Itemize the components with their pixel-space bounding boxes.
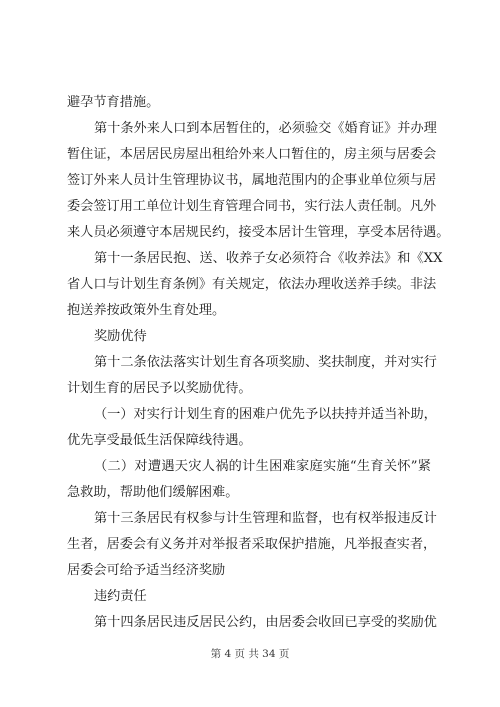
- page-number-footer: 第 4 页 共 34 页: [210, 648, 290, 660]
- text-line: 生者，居委会有义务并对举报者采取保护措施，凡举报查实者，: [67, 537, 437, 552]
- text-line: 暂住证，本居居民房屋出租给外来人口暂住的，房主须与居委会: [67, 147, 437, 162]
- text-line: 违约责任: [94, 589, 147, 604]
- document-body: [67, 90, 450, 636]
- text-line: （一）对实行计划生育的困难户优先予以扶持并适当补助，: [94, 407, 437, 422]
- text-line: 计划生育的居民予以奖励优待。: [67, 381, 252, 396]
- text-line: 第十四条居民违反居民公约，由居委会收回已享受的奖励优: [94, 615, 437, 630]
- text-line: 第十三条居民有权参与计生管理和监督，也有权举报违反计: [94, 511, 437, 526]
- text-line: 避孕节育措施。: [67, 95, 160, 110]
- text-line: 居委会可给予适当经济奖励: [67, 563, 226, 578]
- text-line: 来人员必须遵守本居规民约，接受本居计生管理，享受本居待遇。: [67, 225, 450, 240]
- text-line: 第十一条居民抱、送、收养子女必须符合《收养法》和《XX: [94, 251, 443, 266]
- text-line: 抱送养按政策外生育处理。: [67, 303, 226, 318]
- text-line: 第十二条依法落实计划生育各项奖励、奖扶制度，并对实行: [94, 355, 437, 370]
- text-line: 急救助，帮助他们缓解困难。: [67, 485, 239, 500]
- text-line: 第十条外来人口到本居暂住的，必须验交《婚育证》并办理: [94, 121, 437, 136]
- text-line: （二）对遭遇天灾人祸的计生困难家庭实施“生育关怀”紧: [94, 459, 431, 474]
- text-line: 委会签订用工单位计划生育管理合同书，实行法人责任制。凡外: [67, 199, 437, 214]
- text-line: 签订外来人员计生管理协议书，属地范围内的企事业单位须与居: [67, 173, 437, 188]
- text-line: 奖励优待: [94, 329, 147, 344]
- text-line: 省人口与计划生育条例》有关规定，依法办理收送养手续。非法: [67, 277, 437, 292]
- text-line: 优先享受最低生活保障线待遇。: [67, 433, 252, 448]
